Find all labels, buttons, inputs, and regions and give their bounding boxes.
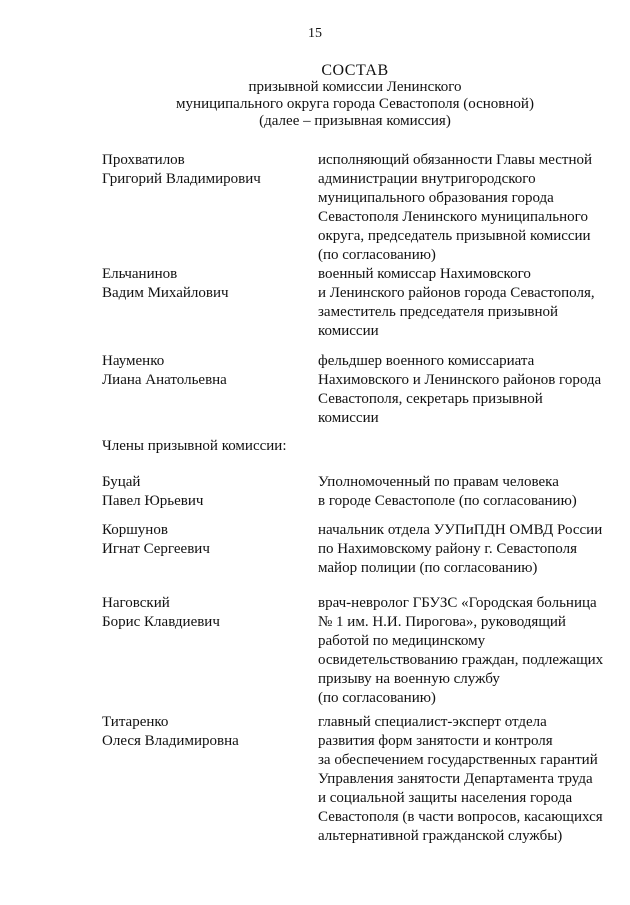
role-line: Уполномоченный по правам человека bbox=[318, 474, 559, 490]
person-name bbox=[102, 265, 312, 303]
given-names: Борис Клавдиевич bbox=[102, 614, 220, 630]
role-line: освидетельствованию граждан, подлежащих bbox=[318, 652, 604, 668]
role-line: округа, председатель призывной комиссии bbox=[318, 228, 591, 244]
role-line: начальник отдела УУПиПДН ОМВД России bbox=[318, 522, 603, 538]
person-name bbox=[102, 713, 312, 751]
role-line: в городе Севастополе (по согласованию) bbox=[318, 493, 577, 509]
role-line: Управления занятости Департамента труда bbox=[318, 771, 593, 787]
person-role bbox=[318, 594, 608, 708]
person-role bbox=[318, 151, 608, 265]
surname: Науменко bbox=[102, 353, 165, 369]
header-line: призывной комиссии Ленинского bbox=[248, 79, 462, 95]
surname: Прохватилов bbox=[102, 152, 185, 168]
header-line: муниципального округа города Севастополя (основной) bbox=[176, 96, 534, 112]
given-names: Лиана Анатольевна bbox=[102, 372, 227, 388]
given-names: Григорий Владимирович bbox=[102, 171, 261, 187]
role-line: врач-невролог ГБУЗС «Городская больница bbox=[318, 595, 597, 611]
person-role bbox=[318, 265, 608, 341]
document-header bbox=[0, 62, 630, 130]
role-line: майор полиции (по согласованию) bbox=[318, 560, 538, 576]
role-line: комиссии bbox=[318, 410, 379, 426]
role-line: за обеспечением государственных гарантий bbox=[318, 752, 598, 768]
person-name bbox=[102, 521, 312, 559]
role-line: № 1 им. Н.И. Пирогова», руководящий bbox=[318, 614, 566, 630]
role-line: по Нахимовскому району г. Севастополя bbox=[318, 541, 577, 557]
role-line: муниципального образования города bbox=[318, 190, 554, 206]
surname: Ельчанинов bbox=[102, 266, 178, 282]
person-role bbox=[318, 713, 608, 846]
person-name bbox=[102, 473, 312, 511]
role-line: заместитель председателя призывной bbox=[318, 304, 558, 320]
role-line: развития форм занятости и контроля bbox=[318, 733, 553, 749]
role-line: и Ленинского районов города Севастополя, bbox=[318, 285, 595, 301]
role-line: призыву на военную службу bbox=[318, 671, 500, 687]
surname: Титаренко bbox=[102, 714, 169, 730]
person-role bbox=[318, 352, 608, 428]
role-line: Севастополя, секретарь призывной bbox=[318, 391, 543, 407]
role-line: фельдшер военного комиссариата bbox=[318, 353, 535, 369]
role-line: альтернативной гражданской службы) bbox=[318, 828, 563, 844]
role-line: (по согласованию) bbox=[318, 247, 436, 263]
role-line: комиссии bbox=[318, 323, 379, 339]
person-role bbox=[318, 473, 608, 511]
role-line: работой по медицинскому bbox=[318, 633, 486, 649]
surname: Коршунов bbox=[102, 522, 168, 538]
person-role bbox=[318, 521, 608, 578]
person-name bbox=[102, 352, 312, 390]
role-line: Нахимовского и Ленинского районов города bbox=[318, 372, 602, 388]
header-line: (далее – призывная комиссия) bbox=[259, 113, 451, 129]
given-names: Олеся Владимировна bbox=[102, 733, 239, 749]
person-name bbox=[102, 594, 312, 632]
document-title: СОСТАВ bbox=[321, 62, 389, 79]
role-line: Севастополя (в части вопросов, касающихся bbox=[318, 809, 603, 825]
role-line: администрации внутригородского bbox=[318, 171, 536, 187]
members-section-label: Члены призывной комиссии: bbox=[102, 438, 287, 454]
role-line: (по согласованию) bbox=[318, 690, 436, 706]
role-line: Севастополя Ленинского муниципального bbox=[318, 209, 588, 225]
role-line: и социальной защиты населения города bbox=[318, 790, 573, 806]
surname: Наговский bbox=[102, 595, 170, 611]
person-name bbox=[102, 151, 312, 189]
role-line: военный комиссар Нахимовского bbox=[318, 266, 531, 282]
surname: Буцай bbox=[102, 474, 141, 490]
given-names: Игнат Сергеевич bbox=[102, 541, 210, 557]
given-names: Павел Юрьевич bbox=[102, 493, 204, 509]
role-line: главный специалист-эксперт отдела bbox=[318, 714, 547, 730]
role-line: исполняющий обязанности Главы местной bbox=[318, 152, 593, 168]
page-number: 15 bbox=[308, 26, 322, 41]
given-names: Вадим Михайлович bbox=[102, 285, 229, 301]
